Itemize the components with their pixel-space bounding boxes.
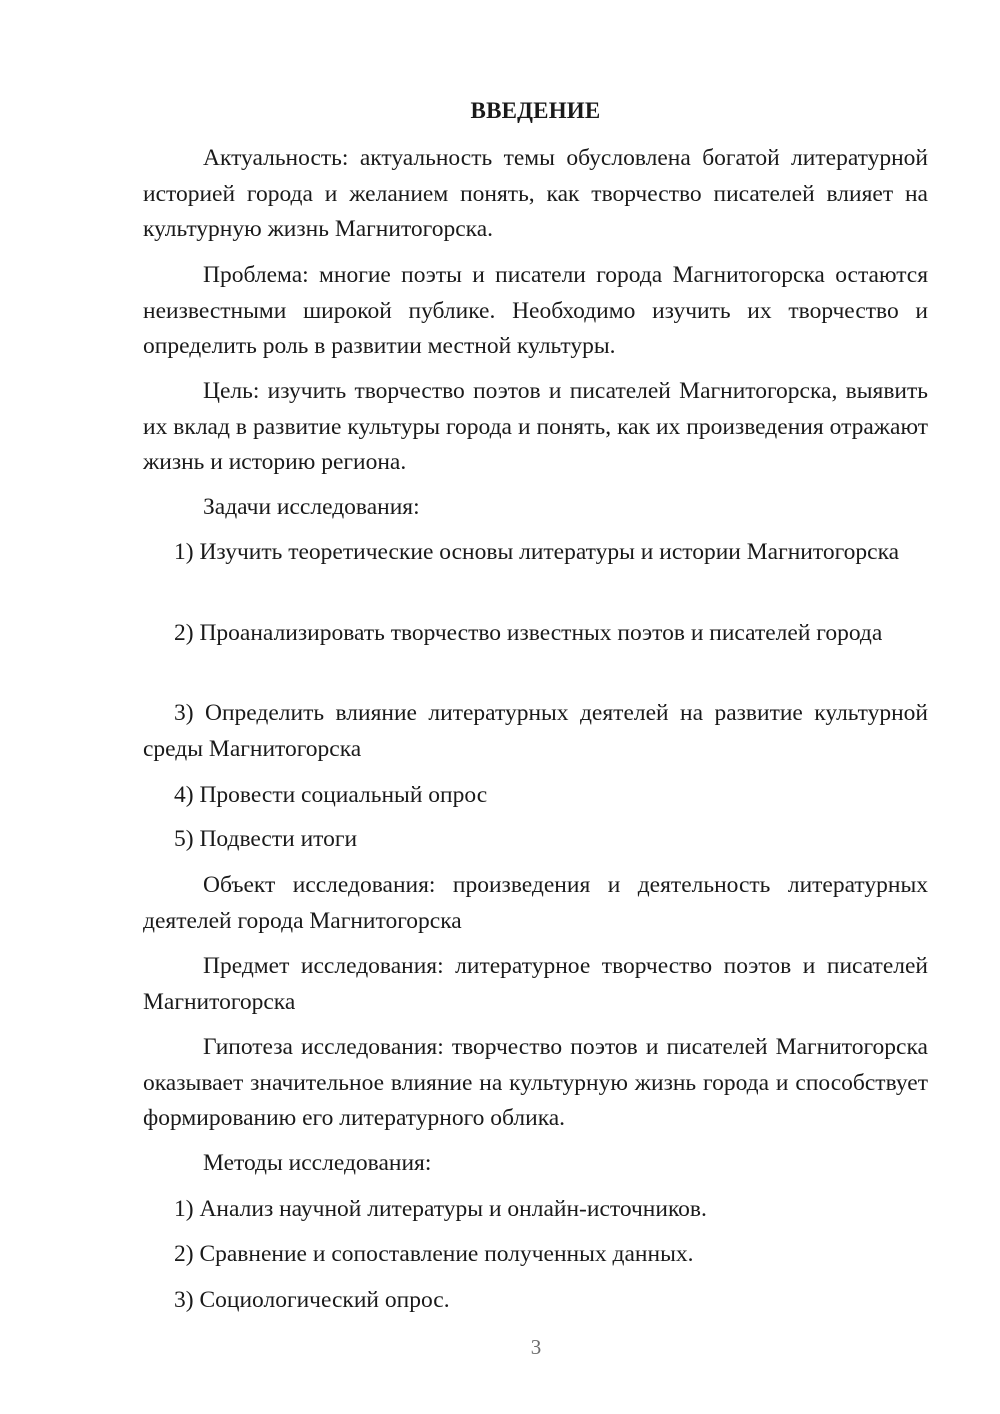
task-item: 4) Провести социальный опрос bbox=[174, 782, 488, 808]
methods-heading: Методы исследования: bbox=[203, 1150, 432, 1176]
method-item: 3) Социологический опрос. bbox=[174, 1287, 450, 1313]
task-item: 3) Определить влияние литературных деятелей на развитие культурной среды Магнитогорска bbox=[143, 700, 928, 762]
task-item: 5) Подвести итоги bbox=[174, 826, 358, 852]
paragraph-subject: Предмет исследования: литературное творчество поэтов и писателей Магнитогорска bbox=[143, 953, 928, 1015]
paragraph-hypothesis: Гипотеза исследования: творчество поэтов и писателей Магнитогорска оказывает значительное влияние на культурную жизнь города и способствует формированию его литературного облика. bbox=[143, 1034, 928, 1131]
method-item: 1) Анализ научной литературы и онлайн-источников. bbox=[174, 1196, 707, 1222]
task-item: 2) Проанализировать творчество известных поэтов и писателей города bbox=[174, 620, 883, 646]
page-title: ВВЕДЕНИЕ bbox=[470, 98, 601, 123]
task-item: 1) Изучить теоретические основы литературы и истории Магнитогорска bbox=[174, 539, 900, 565]
paragraph-object: Объект исследования: произведения и деятельность литературных деятелей города Магнитогорска bbox=[143, 872, 928, 934]
tasks-heading: Задачи исследования: bbox=[203, 494, 420, 520]
page-number: 3 bbox=[530, 1335, 542, 1359]
page-number-wrapper bbox=[0, 1332, 1000, 1362]
paragraph-problem: Проблема: многие поэты и писатели города Магнитогорска остаются неизвестными широкой публике. Необходимо изучить их творчество и определить роль в развитии местной культуры. bbox=[143, 262, 928, 359]
paragraph-goal: Цель: изучить творчество поэтов и писателей Магнитогорска, выявить их вклад в развитие культуры города и понять, как их произведения отражают жизнь и историю региона. bbox=[143, 378, 928, 475]
method-item: 2) Сравнение и сопоставление полученных данных. bbox=[174, 1241, 694, 1267]
paragraph-relevance: Актуальность: актуальность темы обусловлена богатой литературной историей города и желанием понять, как творчество писателей влияет на культурную жизнь Магнитогорска. bbox=[143, 145, 928, 242]
